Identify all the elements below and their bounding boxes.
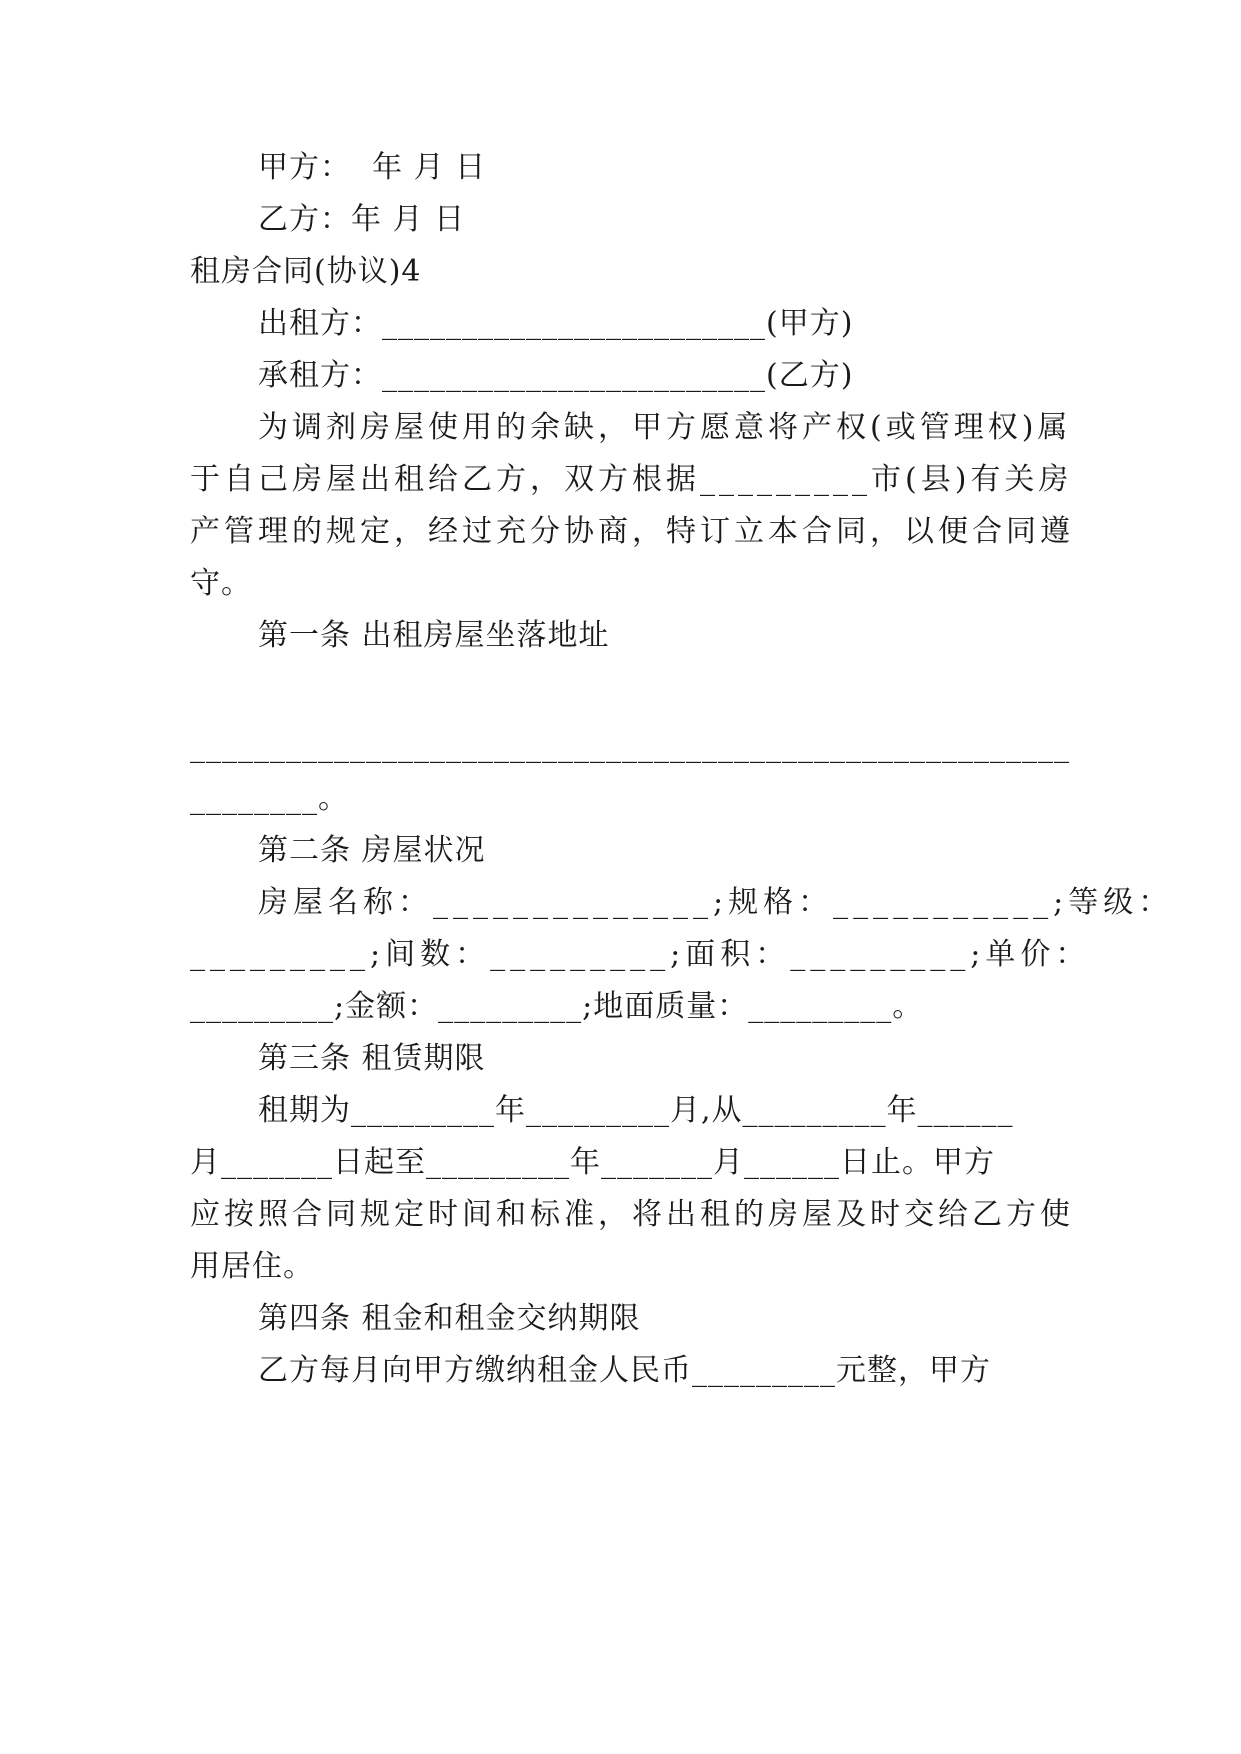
house-status-line-2: _________;间数：_________;面积：_________;单价： bbox=[190, 937, 1091, 972]
lessor-line: 出租方：________________________(甲方) bbox=[258, 306, 854, 341]
lessee-line: 承租方：________________________(乙方) bbox=[258, 358, 854, 393]
lease-term-line-3: 应按照合同规定时间和标准，将出租的房屋及时交给乙方使 bbox=[190, 1197, 1074, 1232]
preamble-line-2: 于自己房屋出租给乙方，双方根据_________市(县)有关房 bbox=[190, 462, 1073, 497]
article-3-heading: 第三条 租赁期限 bbox=[258, 1041, 486, 1076]
preamble-line-1: 为调剂房屋使用的余缺，甲方愿意将产权(或管理权)属 bbox=[258, 410, 1072, 445]
preamble-line-3: 产管理的规定，经过充分协商，特订立本合同，以便合同遵 bbox=[190, 514, 1074, 549]
article-2-heading: 第二条 房屋状况 bbox=[258, 833, 486, 868]
rent-line-1: 乙方每月向甲方缴纳租金人民币_________元整，甲方 bbox=[258, 1353, 991, 1388]
house-status-line-3: _________;金额：_________;地面质量：_________。 bbox=[190, 989, 924, 1024]
address-blank-line: _______________________________________________________ bbox=[190, 729, 1070, 764]
party-a-date-line: 甲方： 年 月 日 bbox=[258, 150, 487, 185]
house-status-line-1: 房屋名称：______________;规格：___________;等级： bbox=[258, 885, 1174, 920]
preamble-line-4: 守。 bbox=[190, 566, 252, 601]
lease-term-line-4: 用居住。 bbox=[190, 1249, 314, 1284]
lease-term-line-1: 租期为_________年_________月,从_________年______ bbox=[258, 1093, 1014, 1128]
contract-title: 租房合同(协议)4 bbox=[190, 254, 422, 289]
party-b-date-line: 乙方：年 月 日 bbox=[258, 202, 466, 237]
address-blank-end: ________。 bbox=[190, 781, 349, 816]
article-1-heading: 第一条 出租房屋坐落地址 bbox=[258, 618, 610, 653]
lease-term-line-2: 月_______日起至_________年_______月______日止。甲方 bbox=[190, 1145, 995, 1180]
article-4-heading: 第四条 租金和租金交纳期限 bbox=[258, 1301, 641, 1336]
